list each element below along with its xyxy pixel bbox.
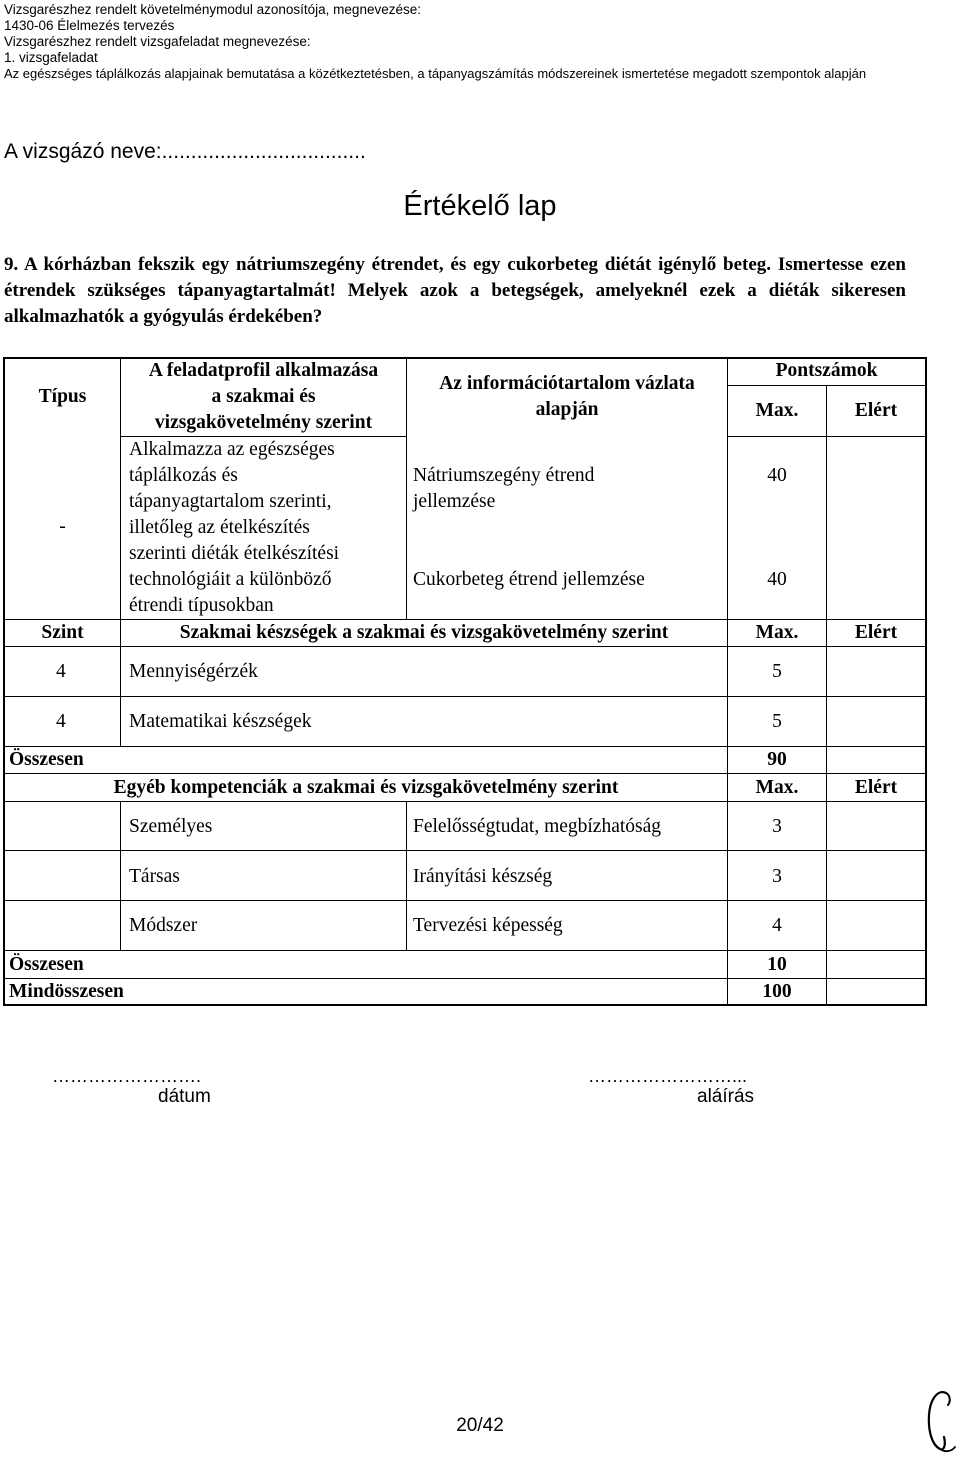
skills-header-title: Szakmai készségek a szakmai és vizsgakövetelmény szerint [179,622,669,643]
col-header-info-line2: alapján [535,399,599,420]
competency-name: Felelősségtudat, megbízhatóság [413,816,662,837]
subtotal-label: Összesen [9,954,84,975]
col-header-type: Típus [38,386,87,407]
header-task-name: 1. vizsgafeladat [4,50,98,65]
col-header-profile-line3: vizsgakövetelmény szerint [154,412,373,433]
main-row-profile-line: szerinti diéták ételkészítési [129,543,340,564]
skill-name: Mennyiségérzék [129,661,258,682]
competency-category: Személyes [129,816,213,837]
header-task-description: Az egészséges táplálkozás alapjainak bemutatása a közétkeztetésben, a tápanyagszámítás módszereinek ismertetése megadott szempontok alapján [4,66,867,81]
competency-max: 3 [772,816,782,837]
grand-total-label: Mindösszesen [9,981,124,1002]
main-row-profile-line: technológiáit a különböző [129,569,332,590]
main-row-profile-line: tápanyagtartalom szerinti, [129,491,332,512]
info-item-sodium-line1: Nátriumszegény étrend [413,465,595,486]
col-header-achieved: Elért [854,400,898,421]
skill-max: 5 [772,711,782,732]
competency-name: Irányítási készség [413,866,553,887]
skills-header-level: Szint [41,622,84,643]
competencies-header-title: Egyéb kompetenciák a szakmai és vizsgakövetelmény szerint [113,777,619,798]
header-task-label: Vizsgarészhez rendelt vizsgafeladat megnevezése: [4,34,311,49]
competency-max: 4 [772,915,782,936]
date-dots: ……………………. [52,1066,202,1086]
date-label: dátum [158,1086,211,1107]
competency-category: Módszer [129,915,198,936]
skill-name: Matematikai készségek [129,711,312,732]
skills-header-max: Max. [755,622,799,643]
competencies-header-achieved: Elért [854,777,898,798]
main-row-profile-line: táplálkozás és [129,465,238,486]
info-item-sodium-line2: jellemzése [413,491,496,512]
skill-max: 5 [772,661,782,682]
col-header-points: Pontszámok [775,360,878,381]
competency-max: 3 [772,866,782,887]
main-row-profile-line: Alkalmazza az egészséges [129,439,335,460]
info-item-sodium-max: 40 [767,465,787,486]
col-header-profile-line1: A feladatprofil alkalmazása [148,360,379,381]
signature-dots: ……………………... [588,1066,748,1086]
skill-level: 4 [56,661,66,682]
competency-category: Társas [129,866,180,887]
subtotal-value: 90 [767,749,787,770]
col-header-max: Max. [755,400,799,421]
subtotal-label: Összesen [9,749,84,770]
header-module-name: 1430-06 Élelmezés tervezés [4,18,175,33]
grand-total-value: 100 [762,981,792,1002]
info-item-diabetic: Cukorbeteg étrend jellemzése [413,569,645,590]
info-item-diabetic-max: 40 [767,569,787,590]
header-module-label: Vizsgarészhez rendelt követelménymodul azonosítója, megnevezése: [4,2,421,17]
main-row-profile-line: étrendi típusokban [129,595,274,616]
skill-level: 4 [56,711,66,732]
competency-name: Tervezési képesség [413,915,563,936]
col-header-profile-line2: a szakmai és [211,386,316,407]
skills-header-achieved: Elért [854,622,898,643]
signature-label: aláírás [697,1086,755,1107]
subtotal-value: 10 [767,954,787,975]
col-header-info-line1: Az információtartalom vázlata [439,373,695,394]
question-text: 9. A kórházban fekszik egy nátriumszegény étrendet, és egy cukorbeteg diétát igénylő beteg. Ismertesse ezen étrendek szükséges tápanyagtartalmát! Melyek azok a betegségek, amelyeknél ezek a diéták sikeresen alkalmazhatók a gyógyulás érdekében? [4,254,906,327]
main-row-profile-line: illetőleg az ételkészítés [129,517,310,538]
page-number: 20/42 [456,1415,504,1436]
page-title: Értékelő lap [403,190,557,222]
main-row-type: - [59,516,66,537]
examinee-name-line: A vizsgázó neve:................................... [4,140,366,163]
competencies-header-max: Max. [755,777,799,798]
